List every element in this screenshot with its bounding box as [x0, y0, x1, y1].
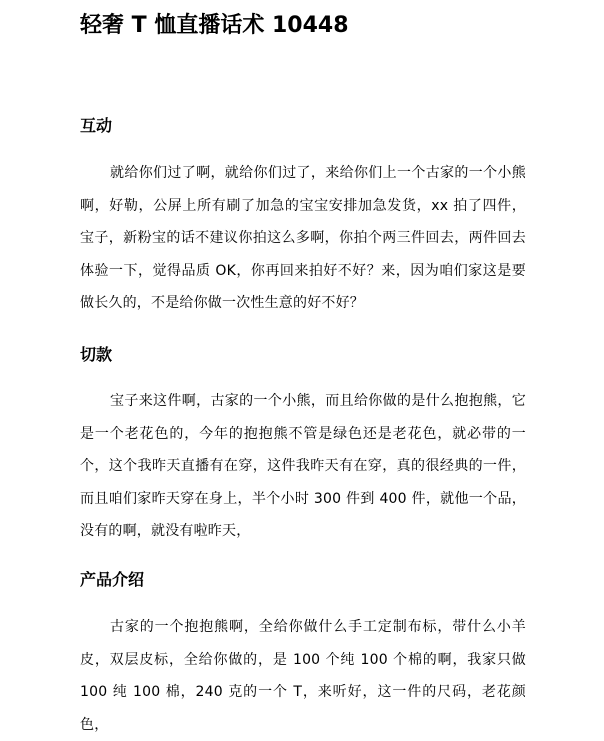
section-heading-switch-item: 切款	[80, 345, 113, 364]
document-title: 轻奢 T 恤直播话术 10448	[80, 13, 349, 38]
section-body-interaction: 就给你们过了啊，就给你们过了，来给你们上一个古家的一个小熊啊，好勒，公屏上所有刷了加急的宝宝安排加急发货，xx 拍了四件，宝子，新粉宝的话不建议你拍这么多啊，你拍个两三件回去，两件回去体验一下，觉得品质 OK，你再回来拍好不好？来，因为咱们家这是要做长久的，不是给你做一次性生意的好不好？	[80, 165, 526, 311]
section-body-switch-item: 宝子来这件啊，古家的一个小熊，而且给你做的是什么抱抱熊，它是一个老花色的，今年的抱抱熊不管是绿色还是老花色，就必带的一个，这个我昨天直播有在穿，这件我昨天有在穿，真的很经典的一件，而且咱们家昨天穿在身上，半个小时 300 件到 400 件，就他一个品，没有的啊，就没有啦昨天，	[80, 393, 526, 539]
section-heading-product-intro: 产品介绍	[80, 570, 145, 589]
section-body-product-intro: 古家的一个抱抱熊啊，全给你做什么手工定制布标，带什么小羊皮，双层皮标，全给你做的，是 100 个纯 100 个棉的啊，我家只做 100 纯 100 棉，240 克的一个 T，来听好，这一件的尺码，老花颜色，	[80, 619, 526, 733]
section-heading-interaction: 互动	[80, 116, 113, 135]
